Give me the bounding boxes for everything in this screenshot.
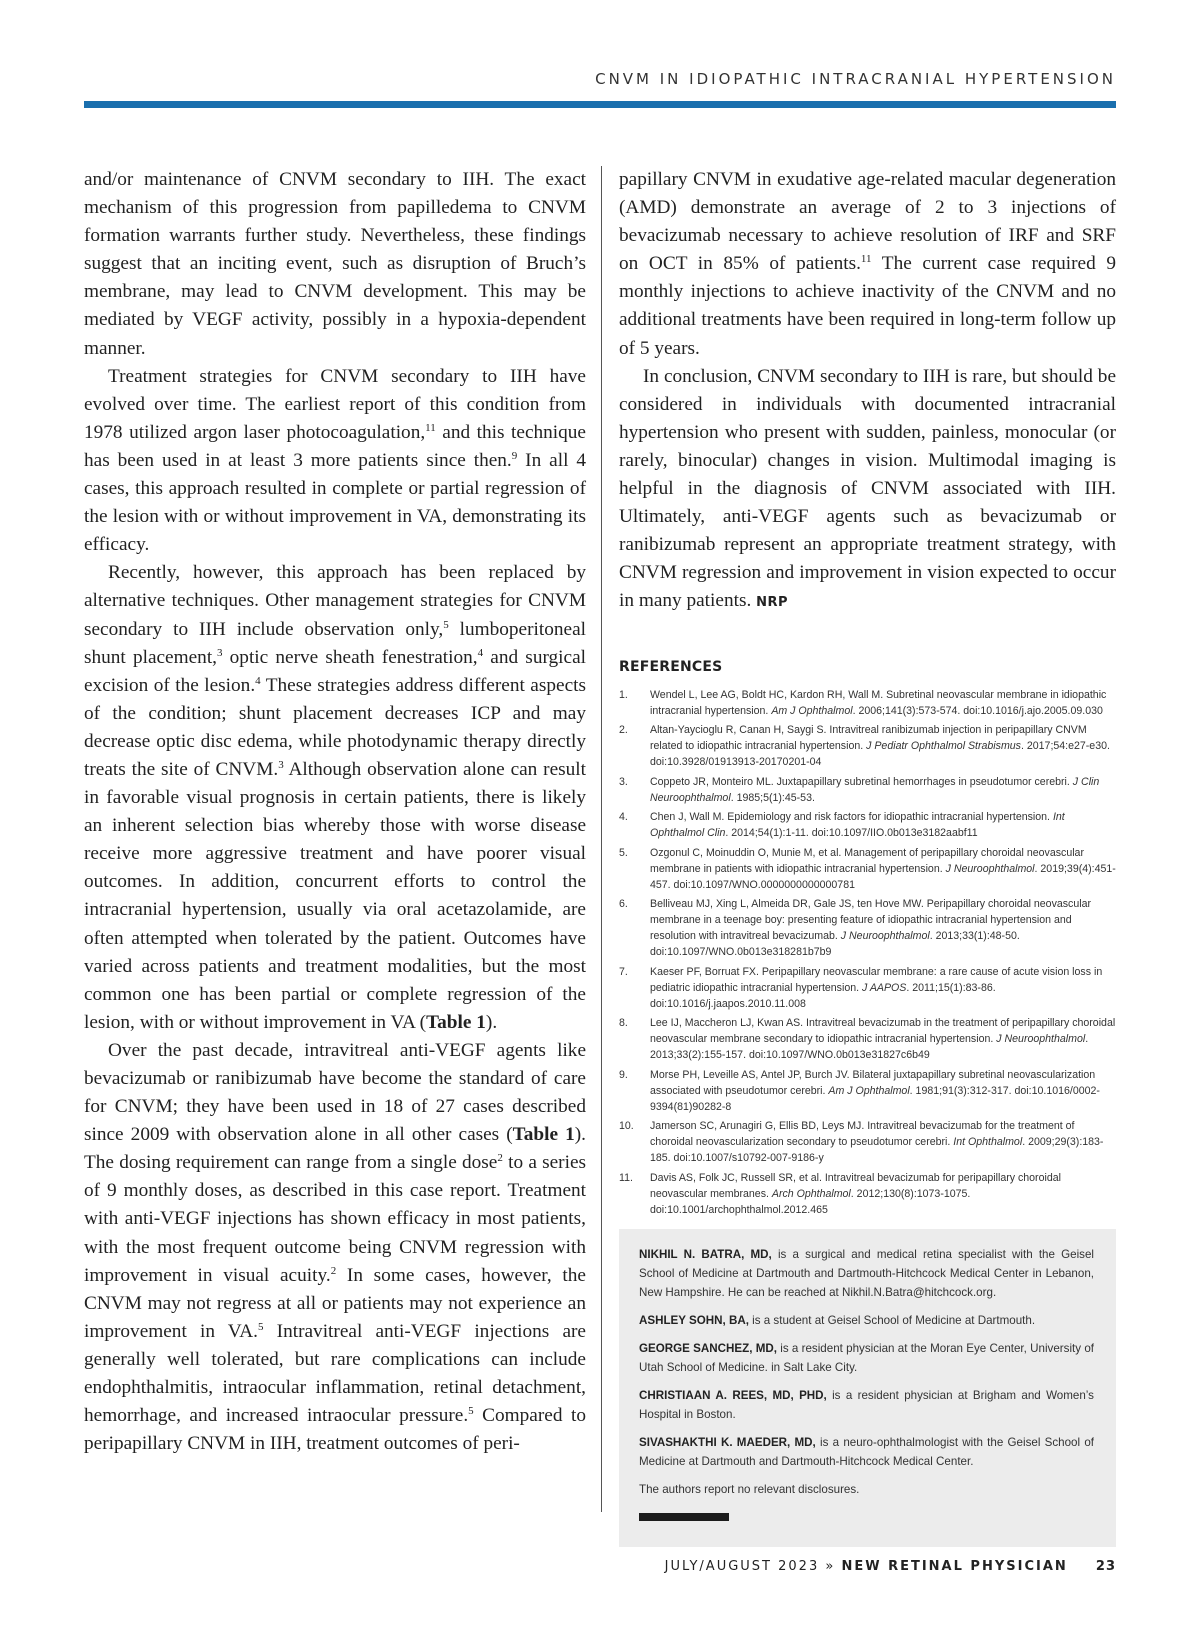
citation-superscript: 5 [468,1405,474,1418]
right-column [619,166,1116,1547]
text-run: . 1985;5(1):45-53. [730,791,815,804]
disclosure-statement: The authors report no relevant disclosures. [639,1482,860,1496]
references-list [619,687,1116,1218]
author-name: SIVASHAKTHI K. MAEDER, MD, [639,1435,816,1449]
table-reference: Table 1 [512,1124,575,1146]
text-run: Jamerson SC, Arunagiri G, Ellis BD, Leys MJ. Intravitreal bevacizumab for the treatment of choroidal neovascularization secondary to pseudotumor cerebri. [650,1120,1075,1149]
author-name: ASHLEY SOHN, BA, [639,1313,749,1327]
reference-item [619,774,1116,806]
reference-number: 6. [619,898,628,911]
author-bio-box [619,1229,1116,1547]
text-run: . 2013;33(1):48-50. doi:10.1097/WNO.0b013e318281b7b9 [650,930,1020,959]
author-name: CHRISTIAAN A. REES, MD, PHD, [639,1388,827,1402]
text-run: These strategies address different aspects of the condition; shunt placement decreases ICP and may decrease optic disc edema, while photodynamic therapy directly treats the site of CNVM. [84,674,586,780]
footer-issue: JULY/AUGUST 2023 » [664,1559,836,1574]
reference-number: 8. [619,1017,628,1030]
author-bio [639,1386,1094,1424]
author-bio [639,1433,1094,1471]
end-mark: NRP [756,595,789,611]
journal-name: Int Ophthalmol [953,1136,1023,1149]
reference-number: 2. [619,724,628,737]
text-run: . 2006;141(3):573-574. doi:10.1016/j.ajo.2005.09.030 [852,704,1103,717]
text-run: Belliveau MJ, Xing L, Almeida DR, Gale JS, ten Hove MW. Peripapillary choroidal neovascular membrane in a teenage boy: presenting feature of idiopathic intracranial hypertension and resolution with intravitreal bevacizumab. [650,898,1092,943]
journal-name: Int Ophthalmol Clin [650,811,1065,840]
author-description: is a neuro-ophthalmologist with the Geisel School of Medicine at Dartmouth and Dartmouth-Hitchcock Medical Center. [639,1435,1094,1468]
references-heading: REFERENCES [619,658,723,675]
journal-name: J Neuroophthalmol [945,862,1035,875]
text-run: Intravitreal anti-VEGF injections are generally well tolerated, but rare complications can include endophthalmitis, intraocular inflammation, retinal detachment, hemorrhage, and increased intraocular pressure. [84,1320,586,1427]
page-footer [665,1559,1116,1574]
column-divider [601,166,602,1512]
citation-superscript: 3 [217,646,223,659]
text-run: and surgical excision of the lesion. [84,646,586,696]
text-run: papillary CNVM in exudative age-related macular degeneration (AMD) demonstrate an average of 2 to 3 injections of bevacizumab necessary to achieve resolution of IRF and SRF on OCT in 85% of patients. [619,169,1116,275]
text-run: . 2019;39(4):451-457. doi:10.1097/WNO.0000000000000781 [650,862,1116,891]
reference-item [619,896,1116,960]
reference-item [619,1170,1116,1218]
right-column-body [619,166,1116,618]
reference-item [619,845,1116,893]
citation-superscript: 2 [497,1152,503,1165]
paragraph [619,166,1116,363]
paragraph [84,559,586,1037]
text-run: Kaeser PF, Borruat FX. Peripapillary neovascular membrane: a rare cause of acute vision loss in pediatric idiopathic intracranial hypertension. [650,965,1103,994]
text-run: to a series of 9 monthly doses, as described in this case report. Treatment with anti-VEGF injections has shown efficacy in most patients, with the most frequent outcome being CNVM regression with improvement in visual acuity. [84,1152,587,1286]
text-run: Morse PH, Leveille AS, Antel JP, Burch JV. Bilateral juxtapapillary subretinal neovascularization associated with pseudotumor cerebri. [650,1068,1096,1097]
author-description: is a resident physician at Brigham and Women’s Hospital in Boston. [639,1388,1094,1421]
journal-name: J AAPOS [862,981,907,994]
reference-number: 9. [619,1068,628,1081]
journal-name: Arch Ophthalmol [771,1187,851,1200]
page-number: 23 [1095,1559,1116,1574]
citation-superscript: 11 [425,421,436,434]
table-reference: Table 1 [426,1011,486,1033]
text-run: . 2009;29(3):183-185. doi:10.1007/s10792-007-9186-y [650,1136,1104,1165]
text-run: Altan-Yaycioglu R, Canan H, Saygi S. Intravitreal ranibizumab injection in peripapillary CNVM related to idiopathic intracranial hypertension. [650,724,1087,753]
text-run: Coppeto JR, Monteiro ML. Juxtapapillary subretinal hemorrhages in pseudotumor cerebri. [650,775,1073,788]
references-section [619,653,1116,1218]
citation-superscript: 9 [511,449,518,462]
text-run: ). [485,1011,498,1033]
citation-superscript: 4 [255,674,261,687]
author-bio [639,1245,1094,1302]
text-run: . 2017;54:e27-e30. doi:10.3928/01913913-20170201-04 [650,740,1110,769]
reference-number: 7. [619,965,628,978]
journal-name: J Clin Neuroophthalmol [650,775,1100,804]
paragraph [84,166,586,363]
author-name: GEORGE SANCHEZ, MD, [639,1341,777,1355]
text-run: Although observation alone can result in favorable visual prognosis in certain patients, there is likely an inherent selection bias whereby those with worse disease receive more aggressive treatment and have poorer visual outcomes. In addition, concurrent efforts to control the intracranial hypertension, usually via oral acetazolamide, are often attempted when tolerated by the patient. Outcomes have varied across patients and treatment modalities, but the most common one has been partial or complete regression of the lesion, with or without improvement in VA ( [84,758,586,1033]
reference-number: 3. [619,775,628,788]
author-description: is a student at Geisel School of Medicine at Dartmouth. [748,1313,1036,1327]
paragraph [84,363,586,560]
text-run: Treatment strategies for CNVM secondary to IIH have evolved over time. The earliest report of this condition from 1978 utilized argon laser photocoagulation, [84,365,586,443]
text-run: . 2012;130(8):1073-1075. doi:10.1001/archophthalmol.2012.465 [650,1187,971,1216]
text-run: Chen J, Wall M. Epidemiology and risk factors for idiopathic intracranial hypertension. [650,811,1053,824]
author-description: is a resident physician at the Moran Eye Center, University of Utah School of Medicine. in Salt Lake City. [639,1341,1094,1374]
footer-magazine: NEW RETINAL PHYSICIAN [841,1559,1068,1574]
citation-superscript: 5 [443,618,449,631]
text-run: In some cases, however, the CNVM may not regress at all or patients may not experience an improvement in VA. [84,1264,586,1342]
citation-superscript: 5 [257,1320,264,1333]
reference-number: 10. [619,1120,634,1133]
text-run: The current case required 9 monthly injections to achieve inactivity of the CNVM and no additional treatments have been required in long-term follow up of 5 years. [619,253,1116,359]
reference-number: 11. [619,1171,633,1184]
reference-number: 5. [619,846,628,859]
text-run: and this technique has been used in at least 3 more patients since then. [84,421,586,471]
text-run: In all 4 cases, this approach resulted in complete or partial regression of the lesion with or without improvement in VA, demonstrating its efficacy. [84,449,586,556]
author-bios [639,1245,1094,1471]
journal-name: J Pediatr Ophthalmol Strabismus [866,740,1021,753]
text-run: optic nerve sheath fenestration, [222,646,478,668]
journal-name: J Neuroophthalmol [996,1033,1086,1046]
text-run: Recently, however, this approach has been replaced by alternative techniques. Other management strategies for CNVM secondary to IIH include observation only, [84,562,586,640]
citation-superscript: 11 [860,253,872,266]
bio-end-bar [639,1513,729,1521]
header-rule [84,101,1116,108]
text-run: ). The dosing requirement can range from a single dose [84,1124,586,1174]
author-name: NIKHIL N. BATRA, MD, [639,1247,772,1261]
text-run: lumboperitoneal shunt placement, [84,618,586,668]
text-run: Lee IJ, Maccheron LJ, Kwan AS. Intravitreal bevacizumab in the treatment of peripapillary choroidal neovascular membrane secondary to idiopathic intracranial hypertension. [650,1017,1116,1046]
reference-number: 4. [619,811,628,824]
reference-item [619,809,1116,841]
reference-number: 1. [619,688,628,701]
running-head: CNVM IN IDIOPATHIC INTRACRANIAL HYPERTENSION [595,70,1116,88]
author-description: is a surgical and medical retina specialist with the Geisel School of Medicine at Dartmouth and Dartmouth-Hitchcock Medical Center in Lebanon, New Hampshire. He can be reached at Nikhil.N.Batra@hitchcock.org. [639,1247,1095,1299]
author-bio [639,1311,1094,1330]
journal-name: Am J Ophthalmol [828,1084,910,1097]
text-run: Over the past decade, intravitreal anti-VEGF agents like bevacizumab or ranibizumab have become the standard of care for CNVM; they have been used in 18 of 27 cases described since 2009 with observation alone in all other cases ( [84,1039,586,1146]
text-run: . 2014;54(1):1-11. doi:10.1097/IIO.0b013e3182aabf11 [725,827,978,840]
paragraph [84,1037,586,1458]
citation-superscript: 2 [330,1264,337,1277]
text-run: . 1981;91(3):312-317. doi:10.1016/0002-9394(81)90282-8 [650,1084,1100,1113]
journal-name: J Neuroophthalmol [840,930,930,943]
reference-item [619,1067,1116,1115]
citation-superscript: 4 [477,646,484,659]
left-column [84,166,586,1458]
text-run: Wendel L, Lee AG, Boldt HC, Kardon RH, Wall M. Subretinal neovascular membrane in idiopathic intracranial hypertension. [650,688,1107,717]
text-run: . 2013;33(2):155-157. doi:10.1097/WNO.0b013e31827c6b49 [650,1033,1089,1062]
text-run: In conclusion, CNVM secondary to IIH is rare, but should be considered in individuals with documented intracranial hypertension who present with sudden, painless, monocular (or rarely, binocular) changes in vision. Multimodal imaging is helpful in the diagnosis of CNVM associated with IIH. Ultimately, anti-VEGF agents such as bevacizumab or ranibizumab represent an appropriate treatment strategy, with CNVM regression and improvement in vision expected to occur in many patients. [619,365,1116,612]
reference-item [619,1118,1116,1166]
text-run: and/or maintenance of CNVM secondary to IIH. The exact mechanism of this progression from papilledema to CNVM formation warrants further study. Nevertheless, these findings suggest that an inciting event, such as disruption of Bruch’s membrane, may lead to CNVM development. This may be mediated by VEGF activity, possibly in a hypoxia-dependent manner. [84,169,586,359]
reference-item [619,1015,1116,1063]
citation-superscript: 3 [278,758,284,771]
journal-name: Am J Ophthalmol [771,704,853,717]
text-run: Compared to peripapillary CNVM in IIH, treatment outcomes of peri- [84,1405,586,1455]
text-run: . 2011;15(1):83-86. doi:10.1016/j.jaapos.2010.11.008 [650,981,996,1010]
author-bio [639,1339,1094,1377]
reference-item [619,687,1116,719]
reference-item [619,964,1116,1012]
reference-item [619,722,1116,770]
text-run: Davis AS, Folk JC, Russell SR, et al. Intravitreal bevacizumab for peripapillary choroidal neovascular membranes. [650,1171,1061,1200]
paragraph [619,363,1116,618]
text-run: Ozgonul C, Moinuddin O, Munie M, et al. Management of peripapillary choroidal neovascular membrane in patients with idiopathic intracranial hypertension. [650,846,1084,875]
